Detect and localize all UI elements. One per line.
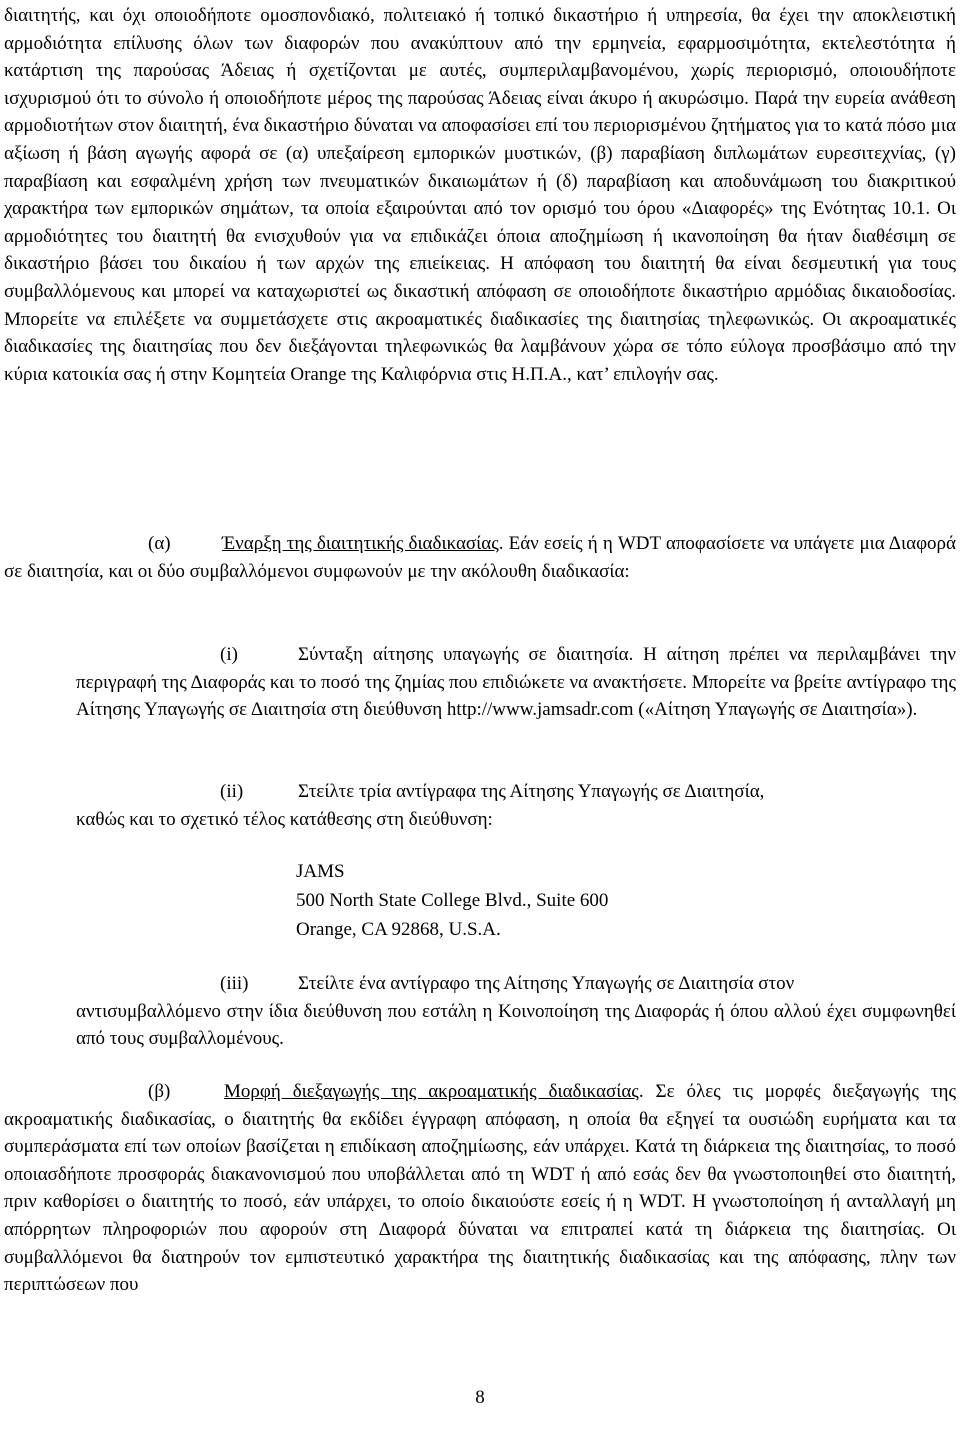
step-i-body: Η αίτηση πρέπει να περιλαμβάνει την περιγραφή της Διαφοράς και το ποσό της ζημίας που επιδιώκετε να ανακτήσετε. Μπορείτε να βρείτε αντίγραφο της Αίτησης Υπαγωγής σε Διαιτησία στη διεύθυνση http://www.jamsadr.com («Αίτηση Υπαγωγής σε Διαιτησία»). <box>76 644 956 721</box>
section-a-paragraph <box>4 530 956 585</box>
address-line-3: Orange, CA 92868, U.S.A. <box>296 919 501 940</box>
section-b-body: Σε όλες τις μορφές διεξαγωγής της ακροαματικής διαδικασίας, ο διαιτητής θα εκδίδει έγγραφη απόφαση, η οποία θα εξηγεί τα ουσιώδη ευρήματα και τα συμπεράσματα επί των οποίων βασίζεται η επιδίκαση αποζημίωσης, εάν υπάρχει. Κατά τη διάρκεια της διαιτησίας, το ποσό οποιασδήποτε προσφοράς διακανονισμού που υποβάλλεται από τη WDT ή από εσάς δεν θα γνωστοποιηθεί στο διαιτητή, πριν καθορίσει ο διαιτητής το ποσό, εάν υπάρχει, το οποίο δικαιούστε εσείς ή η WDT. Η γνωστοποίηση ή ανταλλαγή μη απόρρητων πληροφοριών που αφορούν στη Διαφορά δύναται να επιτραπεί κατά τη διάρκεια της διαιτησίας. Οι συμβαλλόμενοι θα διατηρούν τον εμπιστευτικό χαρακτήρα της διαιτητικής διαδικασίας και της απόφασης, πλην των περιπτώσεων που <box>4 1081 956 1296</box>
page-number: 8 <box>475 1387 485 1408</box>
section-a-marker: (α) <box>148 533 171 554</box>
step-ii-heading: Στείλτε τρία αντίγραφα της Αίτησης Υπαγωγής σε Διαιτησία, <box>298 781 765 802</box>
step-i-heading: Σύνταξη αίτησης υπαγωγής σε διαιτησία. <box>298 644 634 665</box>
jams-address <box>296 857 608 944</box>
section-b-marker: (β) <box>148 1081 171 1102</box>
step-iii-body: αντισυμβαλλόμενο στην ίδια διεύθυνση που εστάλη η Κοινοποίηση της Διαφοράς ή όπου αλλού έχει συμφωνηθεί από τους συμβαλλομένους. <box>76 1000 956 1050</box>
section-a-body: Εάν εσείς ή η WDT αποφασίσετε να υπάγετε μια Διαφορά σε διαιτησία, και οι δύο συμβαλλόμενοι συμφωνούν με την ακόλουθη διαδικασία: <box>4 533 956 582</box>
address-line-1: JAMS <box>296 861 345 882</box>
address-line-2: 500 North State College Blvd., Suite 600 <box>296 890 609 911</box>
intro-paragraph <box>4 2 956 388</box>
step-ii-marker: (ii) <box>220 781 244 802</box>
section-b-heading-end: . <box>638 1081 644 1102</box>
step-i-paragraph <box>76 641 956 724</box>
step-iii-heading: Στείλτε ένα αντίγραφο της Αίτησης Υπαγωγής σε Διαιτησία στον <box>298 973 795 994</box>
step-ii-paragraph <box>76 778 956 833</box>
section-b-heading: Μορφή διεξαγωγής της ακροαματικής διαδικασίας <box>224 1081 639 1102</box>
step-i-marker: (i) <box>220 644 238 665</box>
step-iii-paragraph <box>76 970 956 1053</box>
intro-text: διαιτητής, και όχι οποιοδήποτε ομοσπονδιακό, πολιτειακό ή τοπικό δικαστήριο ή υπηρεσία, θα έχει την αποκλειστική αρμοδιότητα επίλυσης όλων των διαφορών που ανακύπτουν από την ερμηνεία, εφαρμοσιμότητα, εκτελεστότητα ή κατάρτιση της παρούσας Άδειας ή σχετίζονται με αυτές, συμπεριλαμβανομένου, χωρίς περιορισμό, οποιουδήποτε ισχυρισμού ότι το σύνολο ή οποιοδήποτε μέρος της παρούσας Άδειας είναι άκυρο ή ακυρώσιμο. Παρά την ευρεία ανάθεση αρμοδιοτήτων στον διαιτητή, ένα δικαστήριο δύναται να αποφασίσει επί του περιορισμένου ζητήματος για το κατά πόσο μια αξίωση ή βάση αγωγής αφορά σε (α) υπεξαίρεση εμπορικών μυστικών, (β) παραβίαση διπλωμάτων ευρεσιτεχνίας, (γ) παραβίαση και εσφαλμένη χρήση των πνευματικών δικαιωμάτων ή (δ) παραβίαση και αποδυνάμωση του διακριτικού χαρακτήρα των εμπορικών σημάτων, τα οποία εξαιρούνται από τον ορισμό του όρου «Διαφορές» της Ενότητας 10.1. Οι αρμοδιότητες του διαιτητή θα ενισχυθούν για να επιδικάζει όποια αποζημίωση ή ικανοποίηση θα ήταν διαθέσιμη σε δικαστήριο βάσει του δικαίου ή των αρχών της επιείκειας. Η απόφαση του διαιτητή θα είναι δεσμευτική για τους συμβαλλόμενους και μπορεί να καταχωριστεί ως δικαστική απόφαση σε οποιοδήποτε δικαστήριο αρμόδιας δικαιοδοσίας. Μπορείτε να επιλέξετε να συμμετάσχετε στις ακροαματικές διαδικασίες της διαιτησίας τηλεφωνικώς. Οι ακροαματικές διαδικασίες της διαιτησίας που δεν διεξάγονται τηλεφωνικώς θα λαμβάνουν χώρα σε τόπο εύλογα προσβάσιμο από την κύρια κατοικία σας ή στην Κομητεία Orange της Καλιφόρνια στις Η.Π.Α., κατ’ επιλογήν σας. <box>4 5 956 385</box>
section-b-paragraph <box>4 1078 956 1299</box>
step-iii-marker: (iii) <box>220 973 249 994</box>
section-a-heading: Έναρξη της διαιτητικής διαδικασίας <box>222 533 499 554</box>
section-a-heading-end: . <box>498 533 504 554</box>
step-ii-body: καθώς και το σχετικό τέλος κατάθεσης στη διεύθυνση: <box>76 808 493 830</box>
